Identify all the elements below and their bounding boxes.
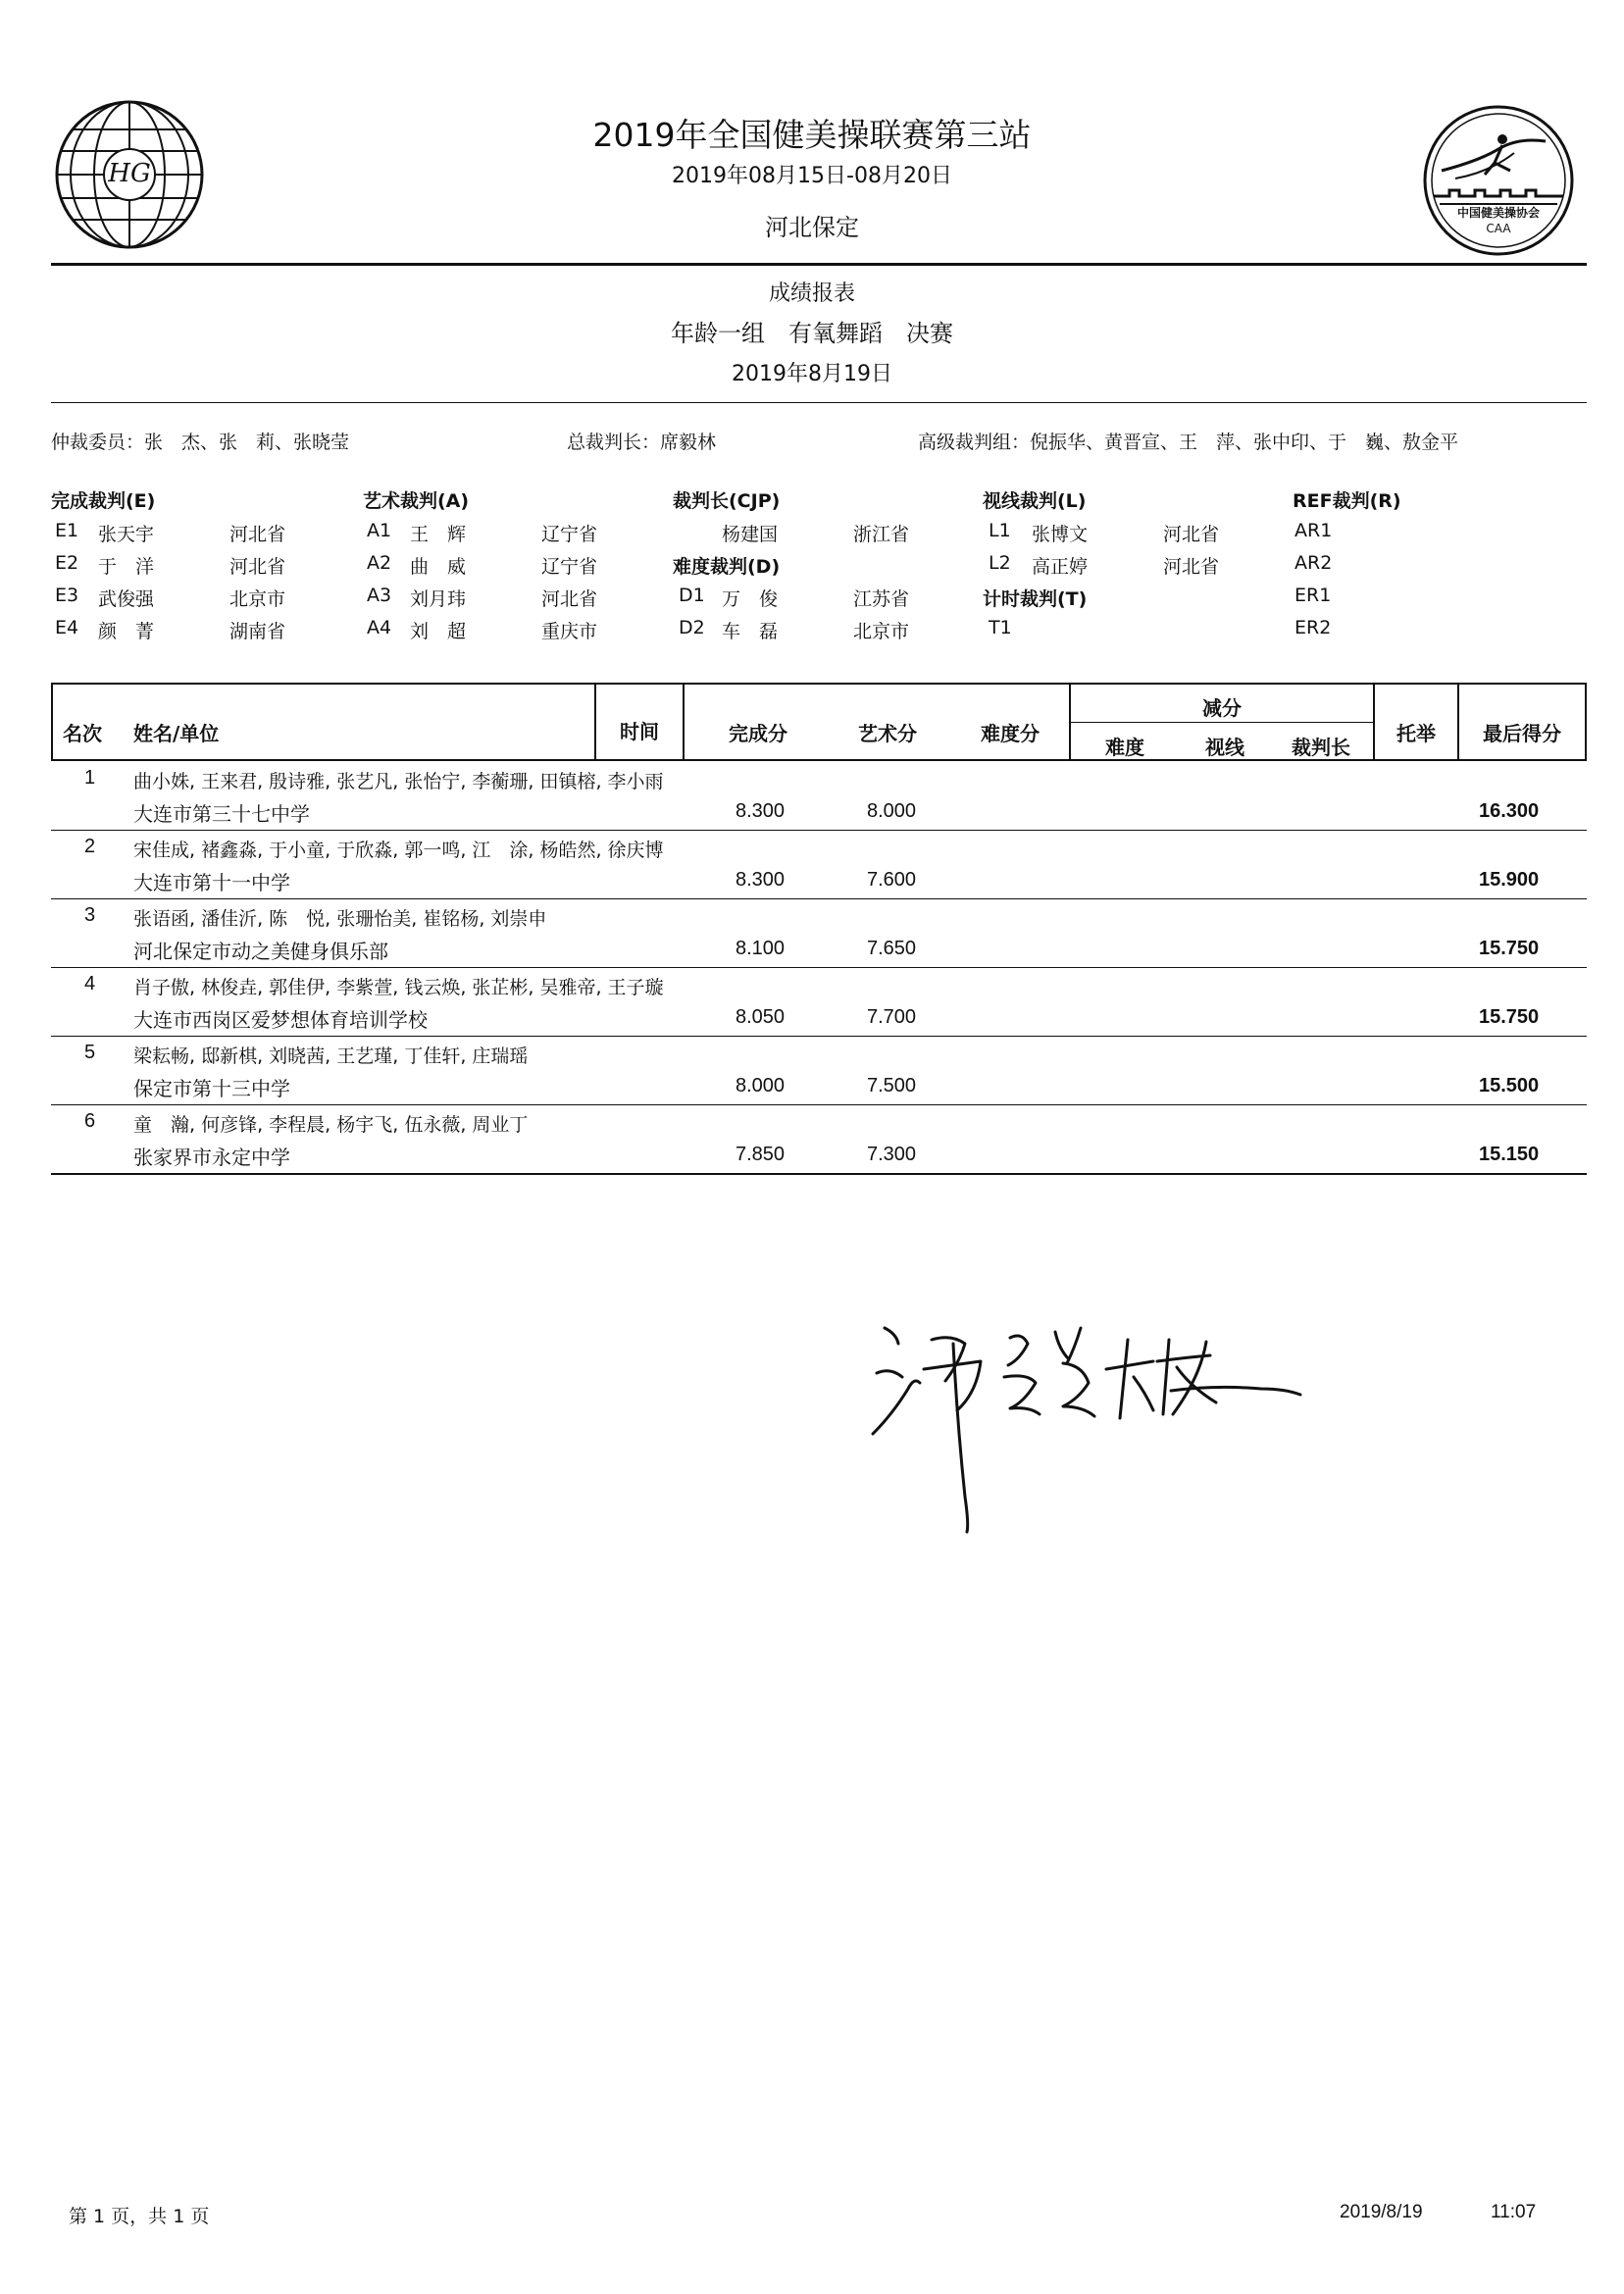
row-names: 童 瀚, 何彦锋, 李程晨, 杨宇飞, 伍永薇, 周业丁 [133, 1114, 529, 1136]
artistic-judge-region: 辽宁省 [541, 524, 598, 545]
ref-judge-code: ER2 [1294, 617, 1332, 638]
event-dates: 2019年08月15日-08月20日 [672, 164, 952, 188]
row-names: 张语函, 潘佳沂, 陈 悦, 张珊怡美, 崔铭杨, 刘崇申 [133, 908, 547, 930]
difficulty-judge-name: 万 俊 [722, 588, 779, 610]
row-divider [51, 898, 1587, 899]
header-ded-chief: 裁判长 [1292, 736, 1350, 759]
difficulty-judge-name: 车 磊 [722, 621, 779, 642]
row-names: 梁耘畅, 邸新棋, 刘晓茜, 王艺瑾, 丁佳轩, 庄瑞瑶 [133, 1045, 529, 1067]
artistic-judge-code: A2 [367, 552, 392, 574]
header-ded-difficulty: 难度 [1105, 736, 1144, 759]
line-judge-region: 河北省 [1163, 556, 1220, 578]
report-category: 年龄一组 有氧舞蹈 决赛 [671, 320, 953, 347]
row-artistic: 7.650 [867, 938, 917, 959]
artistic-judge-code: A4 [367, 617, 392, 638]
header-name-unit: 姓名/单位 [133, 722, 220, 745]
chief-label: 总裁判长： [567, 432, 661, 453]
header-difficulty: 难度分 [981, 722, 1040, 745]
row-execution: 8.300 [736, 869, 786, 891]
chief-name: 席毅林 [660, 432, 717, 453]
execution-judge: E4 [55, 617, 79, 638]
jury [51, 428, 349, 454]
header-final: 最后得分 [1483, 722, 1561, 745]
row-rank: 3 [84, 904, 96, 926]
row-names: 曲小姝, 王来君, 殷诗雅, 张艺凡, 张怡宁, 李蘅珊, 田镇榕, 李小雨 [133, 771, 664, 792]
chief-judge [567, 428, 716, 454]
line-judge-code: L2 [989, 552, 1011, 574]
event-title: 2019年全国健美操联赛第三站 [592, 116, 1032, 154]
row-final: 15.750 [1479, 1006, 1540, 1028]
report-divider [51, 402, 1587, 403]
table-border-left [51, 683, 53, 761]
row-artistic: 7.300 [867, 1144, 917, 1165]
artistic-judge-region: 河北省 [541, 588, 598, 610]
header-time: 时间 [620, 720, 659, 743]
artistic-judge-name: 王 辉 [410, 524, 467, 545]
footer-page: 第 1 页，共 1 页 [69, 2206, 210, 2227]
row-unit: 河北保定市动之美健身俱乐部 [133, 940, 388, 963]
header-ded-line: 视线 [1205, 736, 1244, 759]
timer-panel-label: 计时裁判(T) [983, 588, 1088, 610]
deduction-subheader-line [1069, 722, 1375, 723]
artistic-judge-name: 刘月玮 [410, 588, 467, 610]
ref-judge-code: AR2 [1294, 552, 1333, 574]
row-rank: 4 [84, 973, 96, 994]
row-artistic: 7.500 [867, 1075, 917, 1096]
signature [863, 1304, 1314, 1554]
artistic-judge-region: 辽宁省 [541, 556, 598, 578]
artistic-panel-label: 艺术裁判(A) [363, 490, 470, 512]
artistic-judge-name: 曲 威 [410, 556, 467, 578]
report-date: 2019年8月19日 [732, 362, 892, 386]
row-execution: 8.000 [736, 1075, 786, 1096]
header-divider [51, 263, 1587, 266]
row-final: 16.300 [1479, 800, 1540, 822]
row-execution: 8.050 [736, 1006, 786, 1028]
row-names: 宋佳成, 褚鑫淼, 于小童, 于欣淼, 郭一鸣, 江 涂, 杨皓然, 徐庆博 [133, 840, 664, 861]
row-divider [51, 1036, 1587, 1037]
line-judge-name: 张博文 [1032, 524, 1089, 545]
artistic-judge-name: 刘 超 [410, 621, 467, 642]
difficulty-judge-code: D2 [679, 617, 705, 638]
row-rank: 1 [84, 767, 96, 789]
row-rank: 5 [84, 1042, 96, 1063]
difficulty-judge-region: 江苏省 [853, 588, 910, 610]
ref-panel-label: REF裁判(R) [1293, 490, 1401, 512]
row-artistic: 8.000 [867, 800, 917, 822]
right-logo-text-cn: 中国健美操协会 [1456, 206, 1540, 220]
jury-names: 张 杰、张 莉、张晓莹 [144, 432, 350, 453]
row-final: 15.500 [1479, 1075, 1540, 1096]
difficulty-panel-label: 难度裁判(D) [673, 556, 781, 578]
artistic-judge-code: A1 [367, 520, 392, 541]
row-divider [51, 967, 1587, 968]
jury-label: 仲裁委员： [51, 432, 145, 453]
left-logo-text: HG [108, 159, 151, 188]
senior-names: 倪振华、黄晋宣、王 萍、张中印、于 巍、敖金平 [1030, 432, 1459, 453]
right-logo [1420, 102, 1577, 259]
row-divider [51, 830, 1587, 831]
ref-judge-code: AR1 [1294, 520, 1333, 541]
header-deductions: 减分 [1202, 696, 1242, 720]
row-artistic: 7.700 [867, 1006, 917, 1028]
execution-judge-name: 武俊强 [98, 588, 155, 610]
execution-judge-name: 颜 菁 [98, 621, 155, 642]
execution-judge-name: 张天宇 [98, 524, 155, 545]
row-unit: 张家界市永定中学 [133, 1146, 290, 1169]
row-final: 15.900 [1479, 869, 1540, 891]
execution-judge-region: 河北省 [229, 524, 286, 545]
row-execution: 8.300 [736, 800, 786, 822]
timer-judge-code: T1 [989, 617, 1012, 638]
artistic-judge-code: A3 [367, 585, 392, 606]
table-border-right [1585, 683, 1587, 761]
row-artistic: 7.600 [867, 869, 917, 891]
cjp-name: 杨建国 [722, 524, 779, 545]
table-border-top [51, 683, 1587, 685]
header-execution: 完成分 [729, 722, 787, 745]
row-final: 15.150 [1479, 1144, 1540, 1165]
footer-date: 2019/8/19 [1340, 2202, 1423, 2222]
report-name: 成绩报表 [768, 281, 855, 306]
senior-label: 高级裁判组： [918, 432, 1031, 453]
difficulty-judge-code: D1 [679, 585, 705, 606]
execution-judge: E2 [55, 552, 79, 574]
execution-judge-region: 河北省 [229, 556, 286, 578]
execution-judge: E3 [55, 585, 79, 606]
execution-judge-name: 于 洋 [98, 556, 155, 578]
execution-judge-region: 湖南省 [229, 621, 286, 642]
row-names: 肖子傲, 林俊垚, 郭佳伊, 李紫萱, 钱云焕, 张芷彬, 吴雅帝, 王子璇 [133, 977, 664, 998]
line-judge-region: 河北省 [1163, 524, 1220, 545]
line-judge-code: L1 [989, 520, 1011, 541]
header-artistic: 艺术分 [858, 722, 917, 745]
table-border-bottom [51, 1173, 1587, 1175]
senior-panel [918, 428, 1458, 454]
line-panel-label: 视线裁判(L) [983, 490, 1087, 512]
event-location: 河北保定 [765, 214, 859, 241]
ref-judge-code: ER1 [1294, 585, 1332, 606]
table-col-divider [683, 683, 685, 761]
execution-judge: E1 [55, 520, 79, 541]
right-logo-text-en: CAA [1486, 222, 1511, 235]
row-execution: 7.850 [736, 1144, 786, 1165]
cjp-region: 浙江省 [853, 524, 910, 545]
row-execution: 8.100 [736, 938, 786, 959]
row-unit: 大连市第十一中学 [133, 871, 290, 894]
header-rank: 名次 [63, 722, 102, 745]
row-divider [51, 1104, 1587, 1105]
row-rank: 6 [84, 1110, 96, 1132]
cjp-panel-label: 裁判长(CJP) [673, 490, 781, 512]
row-unit: 大连市西岗区爱梦想体育培训学校 [133, 1008, 428, 1032]
execution-judge-region: 北京市 [229, 588, 286, 610]
footer-time: 11:07 [1491, 2202, 1537, 2222]
header-lift: 托举 [1396, 722, 1436, 745]
row-unit: 大连市第三十七中学 [133, 802, 310, 826]
artistic-judge-region: 重庆市 [541, 621, 598, 642]
row-rank: 2 [84, 836, 96, 857]
execution-panel-label: 完成裁判(E) [51, 490, 156, 512]
row-unit: 保定市第十三中学 [133, 1077, 290, 1100]
line-judge-name: 高正婷 [1032, 556, 1089, 578]
difficulty-judge-region: 北京市 [853, 621, 910, 642]
row-final: 15.750 [1479, 938, 1540, 959]
